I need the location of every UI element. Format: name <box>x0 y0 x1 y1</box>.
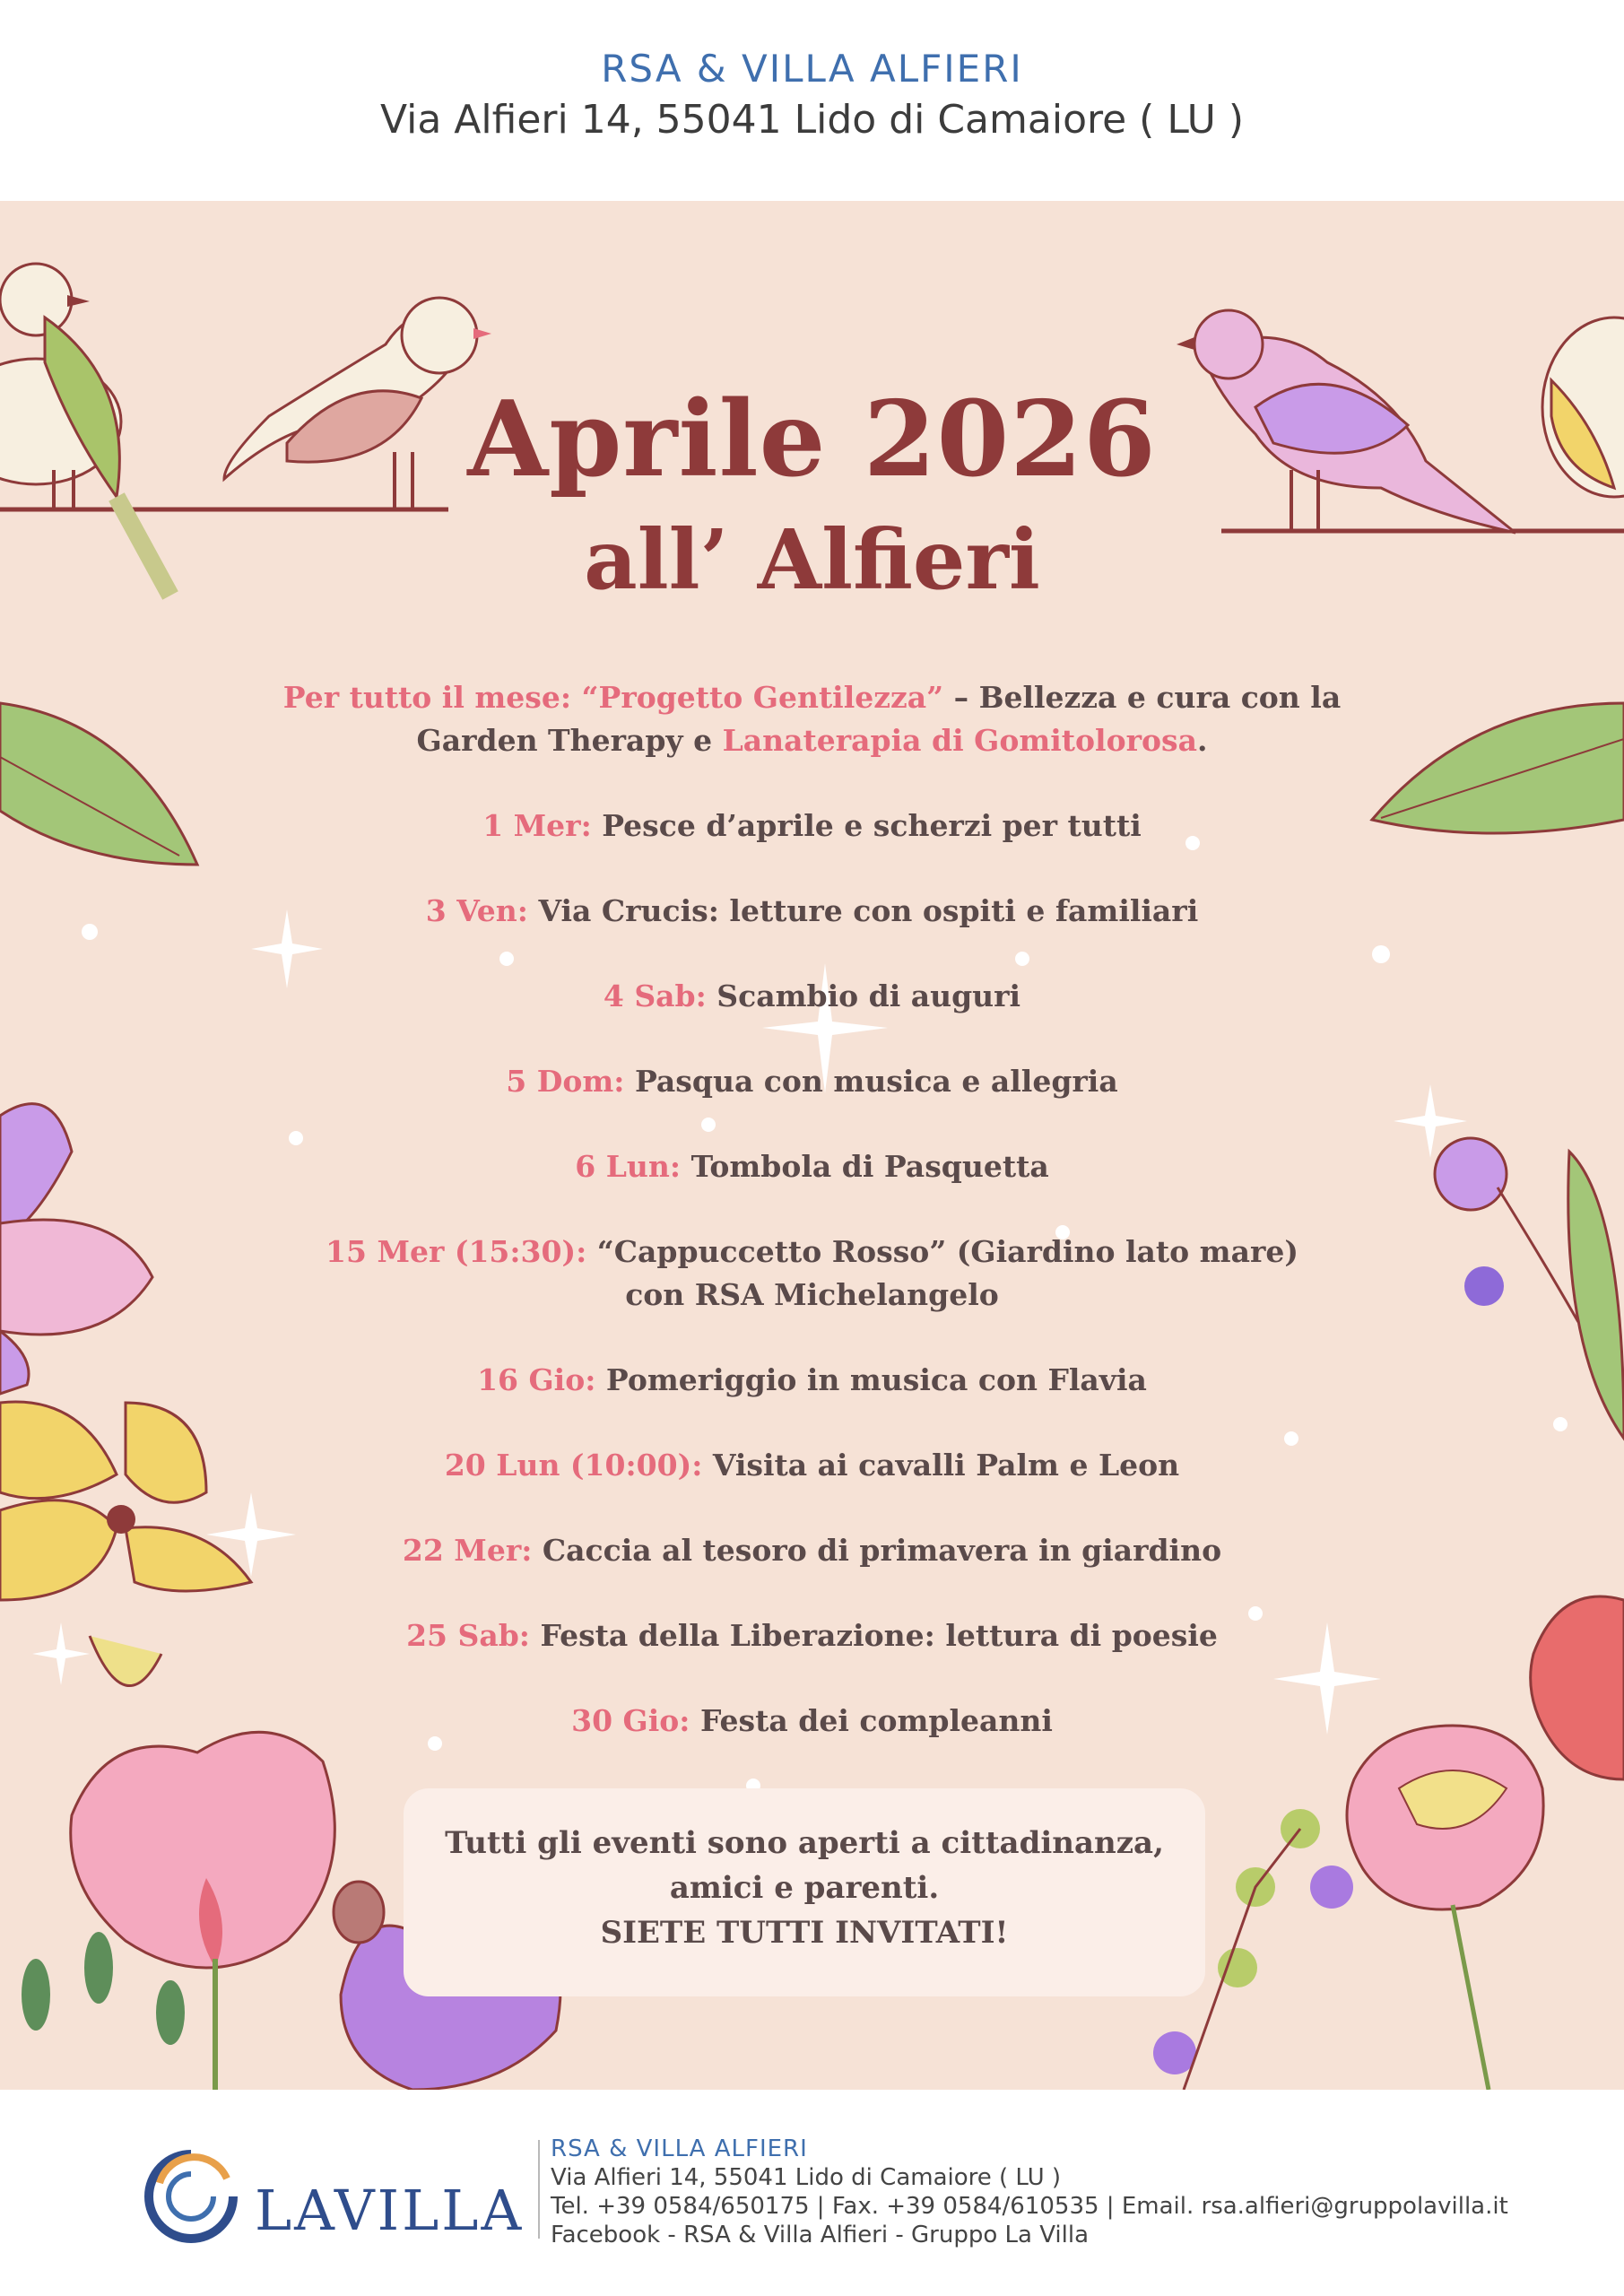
leaf-icon <box>0 703 197 865</box>
event-item <box>269 1060 1355 1103</box>
event-description: Festa della Liberazione: lettura di poesie <box>540 1618 1218 1653</box>
title-line-1: Aprile 2026 <box>467 378 1157 500</box>
leaf-icon <box>1372 703 1624 833</box>
flower-icon <box>1531 1596 1624 1779</box>
flower-icon <box>1347 1726 1543 2090</box>
event-item <box>269 975 1355 1018</box>
event-date: 1 Mer: <box>482 808 592 843</box>
invite-box <box>404 1788 1205 1996</box>
title-line-2: all’ Alfieri <box>584 511 1040 608</box>
event-item <box>269 1231 1355 1317</box>
header-address: Via Alfieri 14, 55041 Lido di Camaiore ( LU ) <box>379 97 1244 143</box>
footer-contacts: Tel. +39 0584/650175 | Fax. +39 0584/610535 | Email. rsa.alfieri@gruppolavilla.it <box>551 2193 1508 2220</box>
event-date: 20 Lun (10:00): <box>444 1448 703 1483</box>
footer-info <box>551 2135 1508 2249</box>
event-date: 3 Ven: <box>425 893 528 928</box>
events-list <box>269 676 1355 1743</box>
invite-line-2: amici e parenti. <box>669 1870 940 1906</box>
event-date: 25 Sab: <box>406 1618 530 1653</box>
flower-icon <box>0 1402 251 1686</box>
event-description: Via Crucis: letture con ospiti e familiari <box>538 893 1199 928</box>
event-date: 6 Lun: <box>575 1149 682 1184</box>
event-item <box>269 1529 1355 1572</box>
event-date: 4 Sab: <box>603 978 707 1013</box>
flower-icon <box>0 1104 152 1394</box>
intro-text-1: – Bellezza e cura con la Garden Therapy e <box>416 680 1342 758</box>
header-org-name: RSA & VILLA ALFIERI <box>601 47 1023 91</box>
poster <box>0 201 1624 2090</box>
leaf-icon <box>1568 1152 1624 1439</box>
event-description-line-2: con RSA Michelangelo <box>625 1277 999 1312</box>
event-date: 5 Dom: <box>506 1064 625 1099</box>
event-date: 30 Gio: <box>571 1703 690 1738</box>
flower-icon <box>71 1732 335 2090</box>
footer-address: Via Alfieri 14, 55041 Lido di Camaiore ( LU ) <box>551 2164 1062 2191</box>
event-description: Festa dei compleanni <box>699 1703 1053 1738</box>
event-description: “Cappuccetto Rosso” (Giardino lato mare) <box>596 1234 1298 1269</box>
intro-label: Per tutto il mese: “Progetto Gentilezza” <box>282 680 944 715</box>
footer-divider <box>538 2140 540 2239</box>
intro-text-2: . <box>1196 723 1208 758</box>
poster-title <box>0 380 1624 612</box>
event-date: 16 Gio: <box>477 1362 596 1397</box>
event-item <box>269 1444 1355 1487</box>
event-description: Pomeriggio in musica con Flavia <box>605 1362 1147 1397</box>
lavilla-logo-text: LAVILLA <box>255 2178 525 2243</box>
event-description: Scambio di auguri <box>716 978 1021 1013</box>
bud-icon <box>334 1882 384 1943</box>
event-date: 15 Mer (15:30): <box>326 1234 587 1269</box>
intro-paragraph <box>269 676 1355 762</box>
event-item <box>269 1145 1355 1188</box>
event-date: 22 Mer: <box>402 1533 533 1568</box>
event-description: Visita ai cavalli Palm e Leon <box>712 1448 1180 1483</box>
invite-line-3: SIETE TUTTI INVITATI! <box>600 1915 1009 1951</box>
event-description: Pesce d’aprile e scherzi per tutti <box>602 808 1142 843</box>
footer <box>0 2090 1624 2296</box>
footer-social: Facebook - RSA & Villa Alfieri - Gruppo La Villa <box>551 2222 1090 2248</box>
event-item <box>269 890 1355 933</box>
event-item <box>269 1700 1355 1743</box>
invite-line-1: Tutti gli eventi sono aperti a cittadinanza, <box>445 1825 1164 1861</box>
event-item <box>269 1359 1355 1402</box>
event-description: Pasqua con musica e allegria <box>634 1064 1118 1099</box>
lavilla-logo-icon <box>142 2147 240 2246</box>
event-item <box>269 1614 1355 1657</box>
event-item <box>269 804 1355 848</box>
event-description: Tombola di Pasquetta <box>690 1149 1049 1184</box>
bud-icon <box>1435 1138 1578 1322</box>
event-description: Caccia al tesoro di primavera in giardino <box>542 1533 1222 1568</box>
header <box>0 0 1624 201</box>
lavilla-logo <box>142 2147 536 2255</box>
footer-org-name: RSA & VILLA ALFIERI <box>551 2135 808 2162</box>
intro-highlight: Lanaterapia di Gomitolorosa <box>722 723 1197 758</box>
